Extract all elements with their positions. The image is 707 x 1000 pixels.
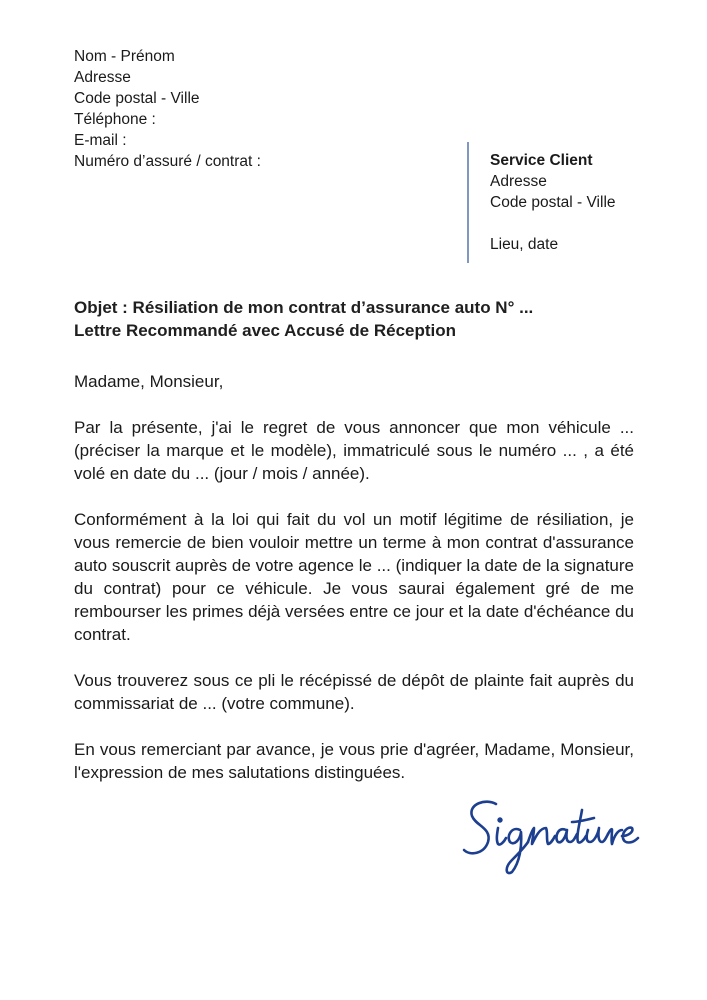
letter-body xyxy=(74,370,634,784)
sender-block xyxy=(74,46,261,172)
signature-letter-r xyxy=(608,829,622,844)
recipient-block xyxy=(490,150,616,255)
signature-strokes xyxy=(464,802,638,873)
signature-letter-i xyxy=(497,828,506,845)
salutation: Madame, Monsieur, xyxy=(74,372,224,391)
signature-letter-n xyxy=(528,828,555,844)
sender-name: Nom - Prénom xyxy=(74,48,175,65)
paragraph-termination-request: Conformément à la loi qui fait du vol un motif légitime de résiliation, je vous remercie de bien vouloir mettre un terme à mon contrat d'assurance auto souscrit auprès de votre agence le ... (indiquer la date de la signature du contrat) pour ce véhicule. Je vous saurai également gré de me rembourser les primes déjà versées entre ce jour et la date d'échéance du contrat. xyxy=(74,510,634,644)
sender-phone: Téléphone : xyxy=(74,111,156,128)
signature-letter-s xyxy=(464,802,496,854)
sender-postal-city: Code postal - Ville xyxy=(74,90,200,107)
signature-letter-u xyxy=(587,828,608,842)
recipient-address: Adresse xyxy=(490,173,547,190)
subject-line-2: Lettre Recommandé avec Accusé de Réception xyxy=(74,321,457,340)
paragraph-theft-notice: Par la présente, j'ai le regret de vous annoncer que mon véhicule ... (préciser la marque et le modèle), immatriculé sous le numéro ... , a été volé en date du ... (jour / mois / année). xyxy=(74,418,634,483)
paragraph-police-receipt: Vous trouverez sous ce pli le récépissé de dépôt de plainte fait auprès du commissariat de ... (votre commune). xyxy=(74,671,634,713)
recipient-spacer xyxy=(490,213,616,234)
sender-email: E-mail : xyxy=(74,132,127,149)
handwritten-signature xyxy=(462,796,642,876)
closing-formula: En vous remerciant par avance, je vous prie d'agréer, Madame, Monsieur, l'expression de mes salutations distinguées. xyxy=(74,740,634,782)
sender-policy-number: Numéro d’assuré / contrat : xyxy=(74,153,261,170)
letter-subject xyxy=(74,296,654,342)
subject-line-1: Objet : Résiliation de mon contrat d’assurance auto N° ... xyxy=(74,298,534,317)
recipient-name: Service Client xyxy=(490,152,593,169)
sender-address: Adresse xyxy=(74,69,131,86)
recipient-divider xyxy=(467,142,469,263)
signature-letter-g xyxy=(507,829,528,873)
signature-letter-e xyxy=(622,828,638,843)
signature-dot-i xyxy=(499,819,502,822)
signature-letter-a xyxy=(556,829,577,842)
recipient-postal-city: Code postal - Ville xyxy=(490,194,616,211)
place-date: Lieu, date xyxy=(490,236,559,253)
